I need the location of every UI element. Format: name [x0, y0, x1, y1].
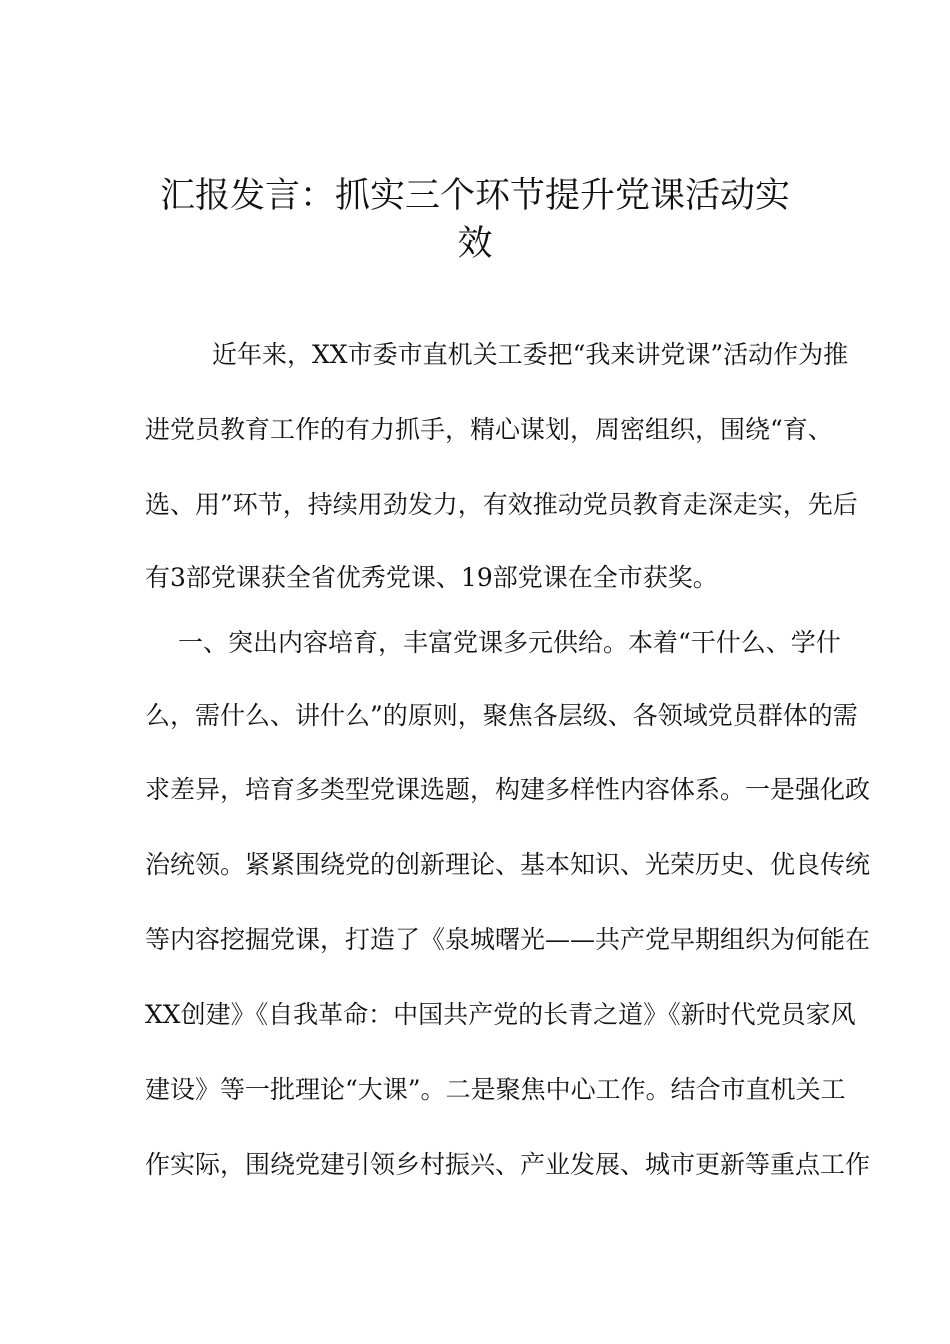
- text-line: 进党员教育工作的有力抓手，精心谋划，周密组织，围绕“育、: [145, 415, 833, 444]
- document-title-line-1: 汇报发言：抓实三个环节提升党课活动实: [159, 176, 790, 216]
- text-line: 选、用”环节，持续用劲发力，有效推动党员教育走深走实，先后: [145, 490, 858, 519]
- text-line: 治统领。紧紧围绕党的创新理论、基本知识、光荣历史、优良传统: [145, 850, 871, 879]
- document-title-line-2: 效: [457, 224, 493, 264]
- text-line: 么，需什么、讲什么”的原则，聚焦各层级、各领域党员群体的需: [145, 701, 858, 730]
- text-line: 一、突出内容培育，丰富党课多元供给。本着“干什么、学什: [178, 628, 841, 657]
- text-line: 求差异，培育多类型党课选题，构建多样性内容体系。一是强化政: [145, 775, 871, 804]
- text-line: 近年来，XX市委市直机关工委把“我来讲党课”活动作为推: [212, 340, 849, 369]
- text-line: 建设》等一批理论“大课”。二是聚焦中心工作。结合市直机关工: [145, 1075, 846, 1104]
- text-line: 等内容挖掘党课，打造了《泉城曙光——共产党早期组织为何能在: [145, 925, 871, 954]
- text-line: 作实际，围绕党建引领乡村振兴、产业发展、城市更新等重点工作: [145, 1150, 871, 1179]
- text-line: 有3部党课获全省优秀党课、19部党课在全市获奖。: [145, 563, 718, 592]
- text-line: XX创建》《自我革命：中国共产党的长青之道》《新时代党员家风: [145, 1000, 856, 1029]
